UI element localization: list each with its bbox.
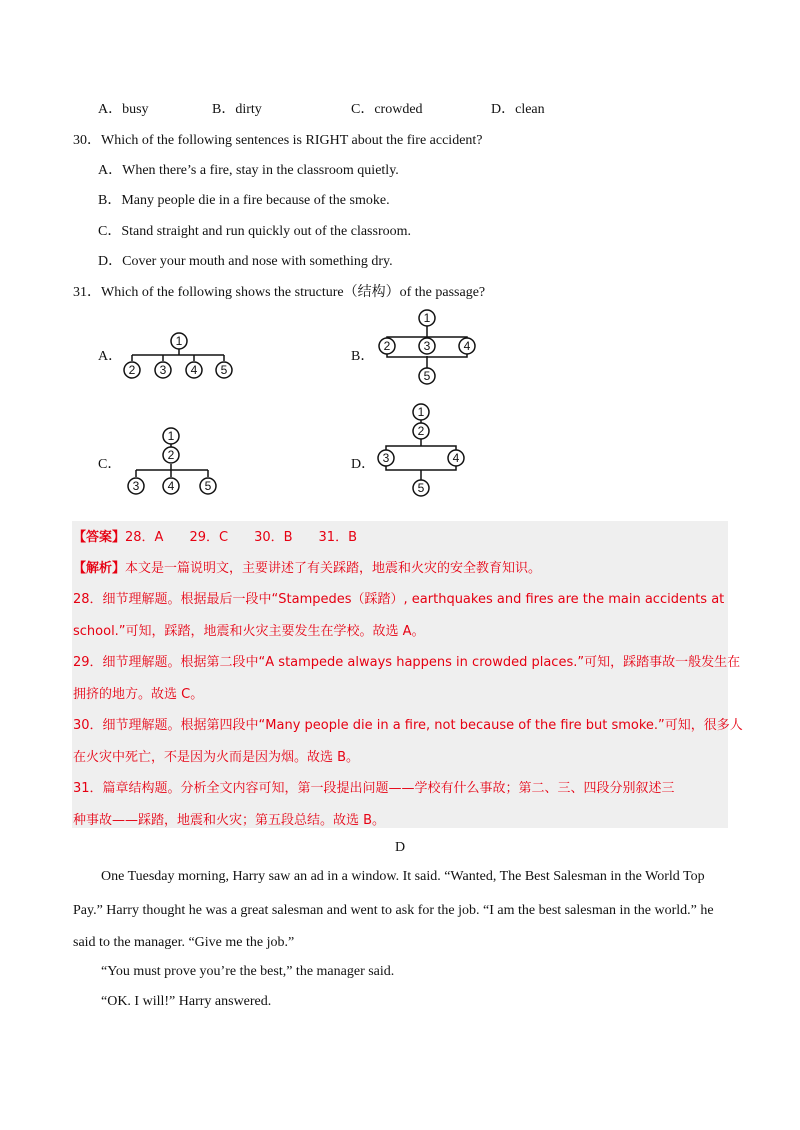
structure-diagram-a [118,328,240,382]
question-30-option-b: B．Many people die in a fire because of the smoke. [98,193,390,208]
analysis-intro-line [73,557,541,576]
answer-line [73,526,357,545]
structure-diagram-c [124,424,220,500]
diagram-label-b: B． [351,349,375,364]
svg-text:3: 3 [423,339,431,353]
question-31-stem: 31．Which of the following shows the structure（结构）of the passage? [73,285,486,300]
analysis-q31-line-1: 31．篇章结构题。分析全文内容可知，第一段提出问题——学校有什么事故；第二、三、四段分别叙述三 [73,781,675,796]
question-30-stem: 30．Which of the following sentences is RIGHT about the fire accident? [73,133,483,148]
svg-text:2: 2 [167,448,175,462]
answer-title: 【答案】 [73,530,126,545]
option-b: B．dirty [212,102,262,117]
analysis-q29-line-1: 29．细节理解题。根据第二段中“A stampede always happens in crowded places.”可知，踩踏事故一般发生在 [73,655,741,670]
analysis-q30-line-2: 在火灾中死亡，不是因为火而是因为烟。故选 B。 [73,750,360,765]
passage-line-3: said to the manager. “Give me the job.” [73,935,295,950]
section-d-heading: D [395,840,406,855]
diagram-label-c: C． [98,457,122,472]
svg-text:5: 5 [220,363,228,377]
diagram-label-d: D． [351,457,376,472]
option-c: C．crowded [351,102,423,117]
svg-text:5: 5 [417,481,425,495]
svg-text:2: 2 [128,363,136,377]
svg-text:3: 3 [132,479,140,493]
svg-text:2: 2 [383,339,391,353]
diagram-label-a: A． [98,349,123,364]
question-30-option-d: D．Cover your mouth and nose with something dry. [98,254,393,269]
svg-text:4: 4 [452,451,460,465]
svg-text:5: 5 [204,479,212,493]
analysis-q30-line-1: 30．细节理解题。根据第四段中“Many people die in a fire, not because of the fire but smoke.”可知，很多人 [73,718,743,733]
svg-text:3: 3 [159,363,167,377]
structure-diagram-b [370,308,484,388]
svg-text:4: 4 [463,339,471,353]
structure-diagram-d [374,402,468,500]
svg-text:5: 5 [423,369,431,383]
svg-text:1: 1 [167,429,175,443]
svg-text:1: 1 [175,334,183,348]
option-d: D．clean [491,102,545,117]
analysis-q29-line-2: 拥挤的地方。故选 C。 [73,687,204,702]
svg-text:4: 4 [167,479,175,493]
analysis-q28-line-2: school.”可知，踩踏，地震和火灾主要发生在学校。故选 A。 [73,624,425,639]
passage-line-5: “OK. I will!” Harry answered. [101,994,272,1009]
passage-line-2: Pay.” Harry thought he was a great salesman and went to ask for the job. “I am the best salesman in the world.” he [73,903,714,918]
passage-line-4: “You must prove you’re the best,” the manager said. [101,964,395,979]
svg-text:2: 2 [417,424,425,438]
svg-text:4: 4 [190,363,198,377]
svg-text:1: 1 [417,405,425,419]
question-30-option-c: C．Stand straight and run quickly out of the classroom. [98,224,412,239]
analysis-intro: 本文是一篇说明文，主要讲述了有关踩踏，地震和火灾的安全教育知识。 [125,561,542,576]
passage-line-1: One Tuesday morning, Harry saw an ad in a window. It said. “Wanted, The Best Salesman in the World Top [101,869,705,884]
svg-text:1: 1 [423,311,431,325]
analysis-title: 【解析】 [73,561,126,576]
question-30-option-a: A．When there’s a fire, stay in the classroom quietly. [98,163,399,178]
analysis-q31-line-2: 种事故——踩踏，地震和火灾；第五段总结。故选 B。 [73,813,386,828]
analysis-q28-line-1: 28．细节理解题。根据最后一段中“Stampedes（踩踏）, earthquakes and fires are the main accidents at [73,592,725,607]
answer-text: 28．A 29．C 30．B 31．B [125,530,357,545]
svg-text:3: 3 [382,451,390,465]
option-a: A．busy [98,102,149,117]
